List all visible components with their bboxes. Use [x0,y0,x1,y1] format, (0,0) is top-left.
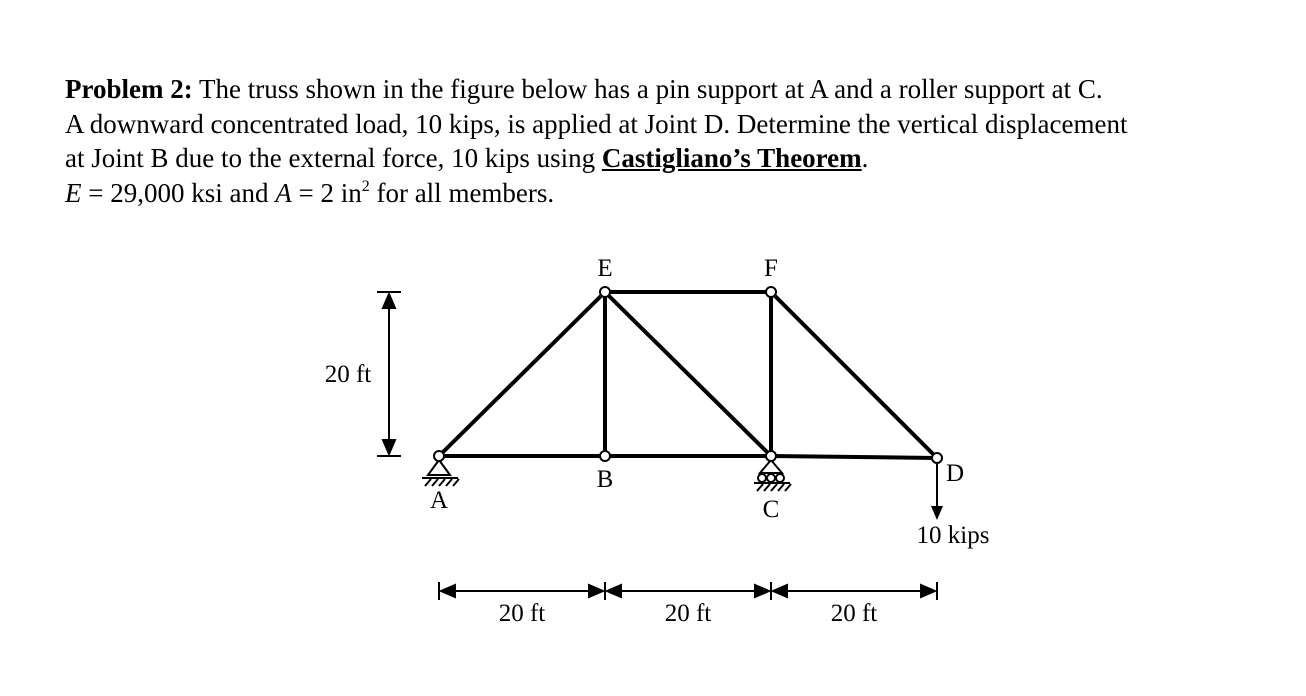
joint-C [766,451,776,461]
roller-support-C [754,460,791,491]
castigliano-theorem-text: Castigliano’s Theorem [601,143,862,173]
joint-label-B: B [596,466,614,493]
modulus-symbol: E [65,177,82,208]
member-CD [771,456,937,458]
problem-line-2: A downward concentrated load, 10 kips, is applied at Joint D. Determine the vertical displacement [65,108,1128,139]
span-label-1: 20 ft [498,600,546,627]
joint-B [600,451,610,461]
load-label: 10 kips [916,522,990,549]
area-exponent: 2 [361,177,370,195]
joint-label-C: C [762,496,780,523]
height-dimension [377,292,401,456]
area-value: = 2 in [291,177,362,208]
modulus-value: = 29,000 ksi and [81,177,276,208]
joint-label-D: D [945,460,965,487]
joint-label-A: A [429,487,449,514]
span-label-2: 20 ft [664,600,712,627]
load-arrow [931,464,943,520]
span-dimensions [439,582,937,600]
joint-E [600,287,610,297]
problem-label: Problem 2: [65,74,193,104]
member-EC [605,292,771,456]
span-label-3: 20 ft [830,600,878,627]
joint-label-E: E [597,255,613,282]
joint-label-F: F [764,255,778,282]
joint-A [434,451,444,461]
truss-members [439,292,937,458]
joint-F [766,287,776,297]
area-symbol: A [275,177,292,208]
problem-line-4-end: for all members. [369,177,555,208]
height-dimension-label: 20 ft [324,361,372,388]
pin-support-A [422,460,459,486]
problem-line-3-end: . [861,143,869,173]
problem-line-1-text: The truss shown in the figure below has a pin support at A and a roller support at C. [192,74,1103,104]
member-FD [771,292,937,458]
joint-D [932,453,942,463]
member-AE [439,292,605,456]
problem-line-3-text: at Joint B due to the external force, 10 kips using [65,143,602,173]
